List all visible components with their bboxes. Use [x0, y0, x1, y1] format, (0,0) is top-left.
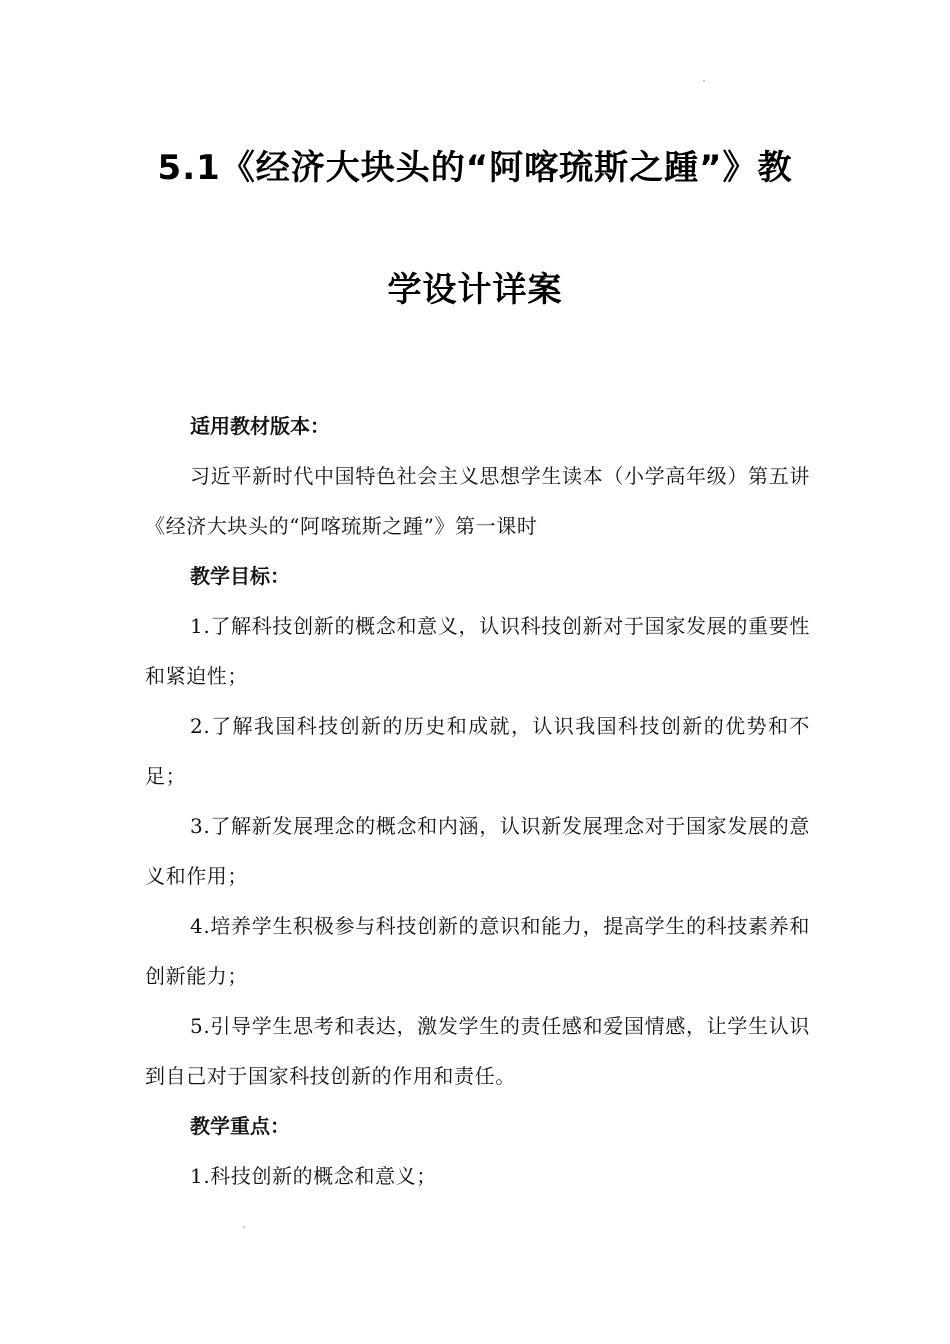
document-title-line-2: 学设计详案: [387, 270, 563, 310]
objective-item-5: 5.引导学生思考和表达，激发学生的责任感和爱国情感，让学生认识到自己对于国家科技创新的作用和责任。: [145, 1014, 810, 1088]
objective-item-2: 2.了解我国科技创新的历史和成就，认识我国科技创新的优势和不足；: [145, 714, 810, 788]
section-heading-teaching-focus: 教学重点：: [190, 1114, 290, 1138]
objective-item-1: 1.了解科技创新的概念和意义，认识科技创新对于国家发展的重要性和紧迫性；: [145, 614, 810, 688]
document-body: [145, 401, 810, 1201]
section-heading-teaching-objectives: 教学目标：: [190, 564, 290, 588]
scan-speck: [243, 1226, 245, 1228]
scan-speck: [703, 80, 705, 82]
objective-item-4: 4.培养学生积极参与科技创新的意识和能力，提高学生的科技素养和创新能力；: [145, 914, 810, 988]
objective-item-3: 3.了解新发展理念的概念和内涵，认识新发展理念对于国家发展的意义和作用；: [145, 814, 810, 888]
document-title-line-1: 5.1《经济大块头的“阿喀琉斯之踵”》教: [157, 148, 793, 188]
textbook-version-paragraph: 习近平新时代中国特色社会主义思想学生读本（小学高年级）第五讲《经济大块头的“阿喀琉斯之踵”》第一课时: [145, 464, 810, 538]
focus-item-1: 1.科技创新的概念和意义；: [190, 1164, 437, 1188]
section-heading-textbook-version: 适用教材版本：: [190, 414, 330, 438]
